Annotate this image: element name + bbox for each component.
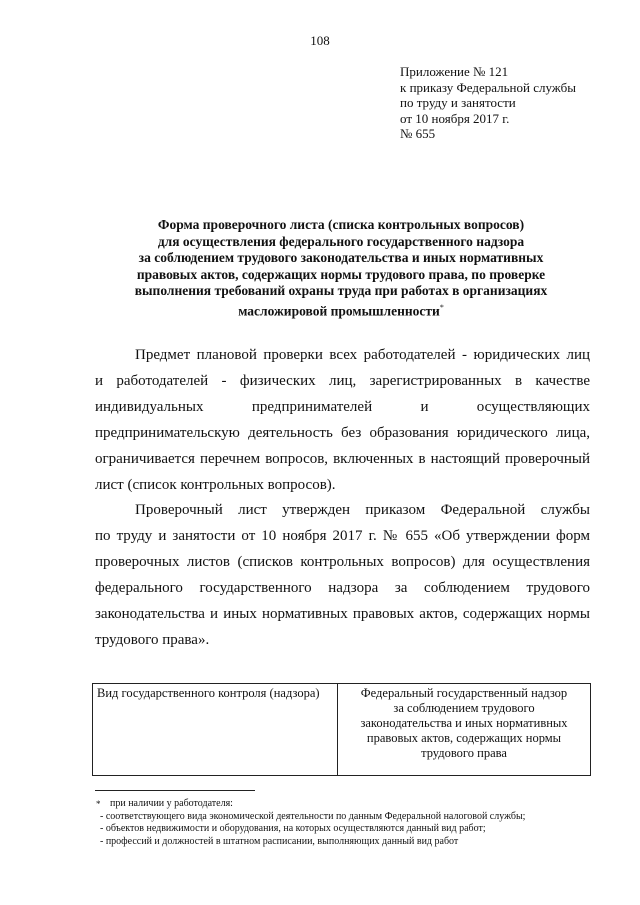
paragraph-line: трудового права». <box>95 632 210 648</box>
control-type-value-line: за соблюдением трудового <box>393 701 535 715</box>
title-line: выполнения требований охраны труда при работах в организациях <box>134 283 548 298</box>
title-line: за соблюдением трудового законодательства и иных нормативных <box>138 250 544 265</box>
appendix-line: № 655 <box>400 126 436 141</box>
footnote-intro-line <box>96 798 525 811</box>
paragraph-inspection-subject <box>95 342 590 498</box>
title-line <box>96 300 586 320</box>
footnote-item: - объектов недвижимости и оборудования, на которых осуществляются данный вид работ; <box>100 823 486 834</box>
control-type-value-line: законодательства и иных нормативных <box>360 716 568 730</box>
footnotes <box>96 798 525 848</box>
appendix-line: Приложение № 121 <box>400 64 509 79</box>
paragraph-line: Предмет плановой проверки всех работодателей - юридических лиц <box>135 347 590 363</box>
paragraph-line: и работодателей - физических лиц, зарегистрированных в качестве <box>95 373 590 389</box>
title-line: для осуществления федерального государственного надзора <box>157 233 525 249</box>
title-line-text: масложировой промышленности <box>238 303 440 318</box>
appendix-reference <box>400 64 620 142</box>
appendix-line: от 10 ноября 2017 г. <box>400 110 510 126</box>
paragraph-line: ограничивается перечнем вопросов, включенных в настоящий проверочный <box>95 451 590 467</box>
footnote-item: - профессий и должностей в штатном расписании, выполняющих данный вид работ <box>100 835 459 847</box>
paragraph-line: проверочных листов (списков контрольных вопросов) для осуществления <box>95 554 590 570</box>
control-type-value-line: трудового права <box>421 746 507 760</box>
footnote-item: - соответствующего вида экономической деятельности по данным Федеральной налоговой службы; <box>100 810 526 822</box>
appendix-line: к приказу Федеральной службы <box>400 79 576 95</box>
paragraph-line: Проверочный лист утвержден приказом Федеральной службы <box>135 502 590 518</box>
paragraph-line: индивидуальных предпринимателей и осуществляющих <box>95 399 590 415</box>
footnote-intro: при наличии у работодателя: <box>110 798 233 809</box>
footnote-mark: * <box>96 799 101 809</box>
title-line: Форма проверочного листа (списка контрольных вопросов) <box>157 217 525 232</box>
title-line: правовых актов, содержащих нормы трудового права, по проверке <box>136 266 546 282</box>
paragraph-line: предпринимательскую деятельность без образования юридического лица, <box>95 425 590 441</box>
paragraph-line: по труду и занятости от 10 ноября 2017 г. № 655 «Об утверждении форм <box>95 528 590 544</box>
footnote-divider <box>95 790 255 791</box>
control-type-value-line: Федеральный государственный надзор <box>360 686 568 700</box>
control-type-value-line: правовых актов, содержащих нормы <box>366 731 562 745</box>
appendix-line: по труду и занятости <box>400 95 516 110</box>
paragraph-line: федерального государственного надзора за соблюдением трудового <box>95 580 590 596</box>
control-type-label: Вид государственного контроля (надзора) <box>93 684 338 776</box>
page-number: 108 <box>310 33 330 48</box>
control-type-value <box>338 684 591 776</box>
control-type-table <box>92 683 591 776</box>
document-title <box>96 217 586 320</box>
paragraph-line: законодательства и иных нормативных правовых актов, содержащих нормы <box>95 606 590 622</box>
paragraph-approval <box>95 497 590 653</box>
title-footnote-mark: * <box>439 302 444 312</box>
table-row <box>93 684 591 776</box>
paragraph-line: лист (список контрольных вопросов). <box>95 477 336 493</box>
